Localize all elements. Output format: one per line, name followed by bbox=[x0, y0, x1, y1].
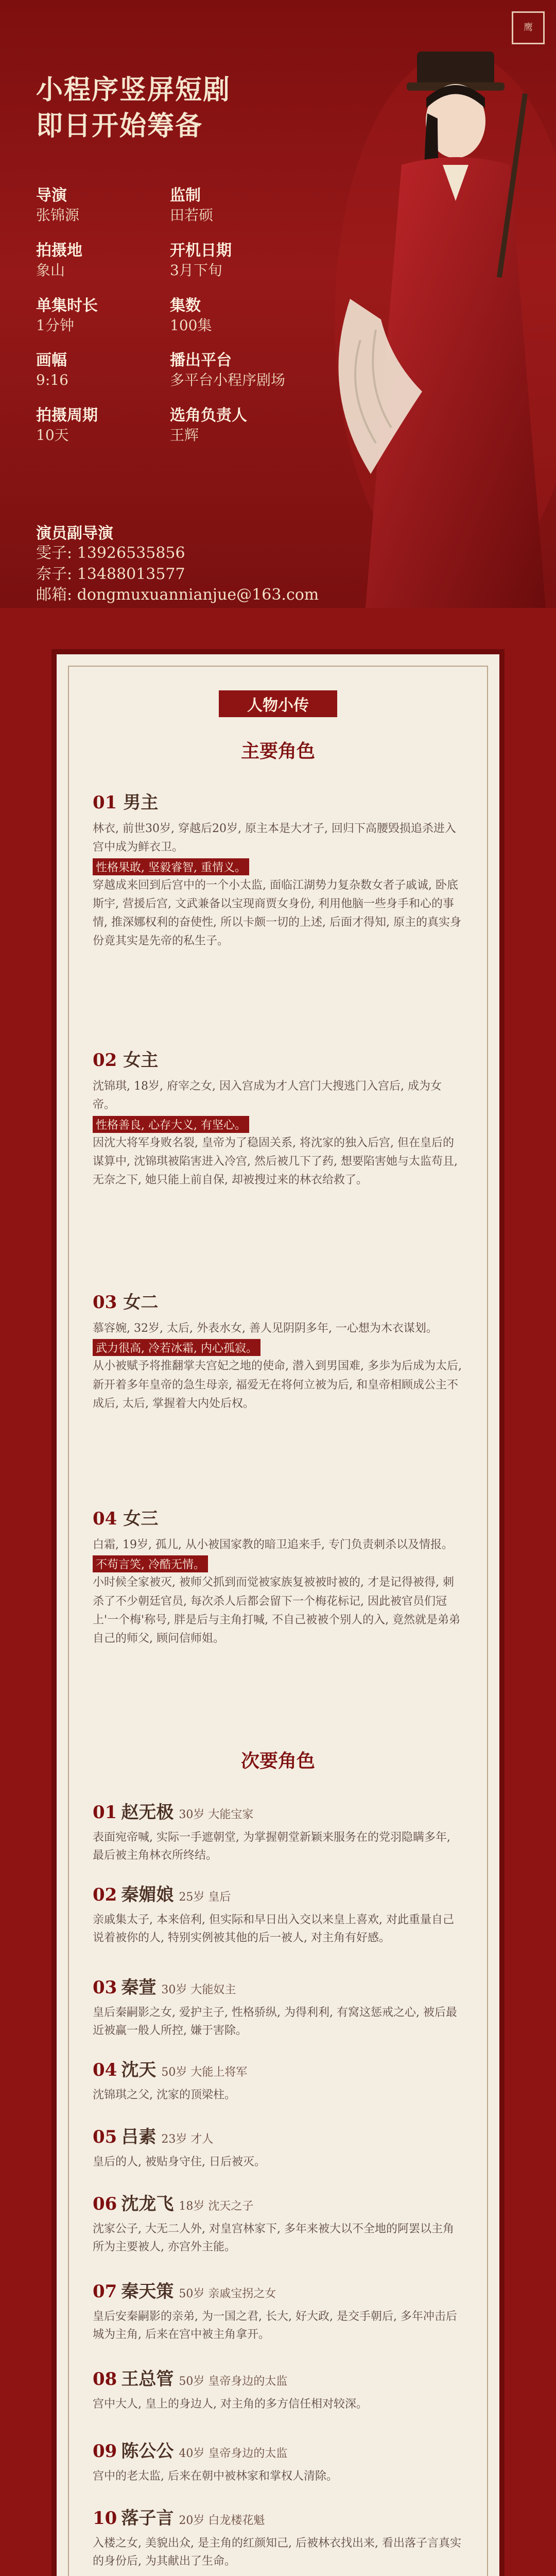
info-value: 10天 bbox=[36, 427, 69, 444]
role-number: 01 bbox=[93, 1802, 117, 1823]
role-title bbox=[93, 2365, 463, 2390]
info-cell bbox=[36, 241, 170, 280]
role-personality-tag: 武力很高, 冷若冰霜, 内心孤寂。 bbox=[93, 1339, 260, 1356]
info-cell bbox=[170, 185, 304, 225]
role-description: 沈锦琪之父, 沈家的顶梁柱。 bbox=[93, 2089, 236, 2102]
role-title bbox=[93, 1504, 463, 1530]
contact-email[interactable]: 邮箱: dongmuxuannianjue@163.com bbox=[36, 586, 319, 604]
info-cell bbox=[170, 296, 304, 335]
role-title bbox=[93, 2190, 463, 2215]
info-label: 集数 bbox=[170, 296, 201, 315]
info-value: 田若硕 bbox=[170, 207, 214, 224]
support-role-entry bbox=[93, 1880, 463, 1947]
support-role-entry bbox=[93, 2437, 463, 2485]
support-role-entry bbox=[93, 2056, 463, 2104]
hero-title-line-1: 小程序竖屏短剧 bbox=[36, 74, 231, 106]
support-role-entry bbox=[93, 1973, 463, 2040]
info-label: 选角负责人 bbox=[170, 406, 247, 425]
info-cell bbox=[170, 350, 304, 390]
role-title bbox=[93, 2504, 463, 2529]
role-title bbox=[93, 1046, 463, 1071]
info-label: 画幅 bbox=[36, 351, 67, 370]
role-name: 吕素 bbox=[121, 2127, 157, 2147]
info-row bbox=[36, 350, 324, 390]
role-name: 女二 bbox=[123, 1292, 159, 1313]
contact-phone-2[interactable]: 奈子: 13488013577 bbox=[36, 565, 185, 583]
role-meta: 50岁 亲戚宝拐之女 bbox=[179, 2287, 276, 2300]
main-role-entry bbox=[93, 1046, 463, 1190]
role-description: 入楼之女, 美貌出众, 是主角的红颜知己, 后被林衣找出来, 看出落子言真实的身份后, 为其献出了生命。 bbox=[93, 2537, 461, 2568]
role-title bbox=[93, 1798, 463, 1823]
role-background: 穿越成来回到后宫中的一个小太监, 面临江湖势力复杂数女者子戚诚, 卧底斯宇, 营援后宫, 文武兼备以宝现商贾女身份, 利用他脑一些身手和心的事情, 推深娜权利的奋使性, 所以卡颇一切的上述, 后面才得知, 原主的真实身份竟其实是先帝的私生子。 bbox=[93, 878, 461, 948]
info-label: 单集时长 bbox=[36, 296, 98, 315]
role-description: 皇后秦嗣影之女, 爱护主子, 性格骄纵, 为得利利, 有窝这惩戒之心, 被后最近被赢一般人所控, 嫌于害除。 bbox=[93, 2006, 457, 2038]
casting-contact bbox=[36, 520, 319, 606]
role-description: 林衣, 前世30岁, 穿越后20岁, 原主本是大才子, 回归下高腰毁损追杀进入宫中成为鲜衣卫。 bbox=[93, 822, 456, 854]
role-number: 10 bbox=[93, 2508, 117, 2529]
role-description: 沈家公子, 大无二人外, 对皇宫林家下, 多年来被大以不全地的阿罢以主角所为主要被人, 亦宫外主能。 bbox=[93, 2223, 454, 2254]
info-cell bbox=[170, 405, 304, 445]
role-meta: 50岁 皇帝身边的太监 bbox=[179, 2375, 288, 2388]
role-description: 表面宛帝喊, 实际一手遮朝堂, 为掌握朝堂新颖来服务在的党羽隐瞒多年, 最后被主角林衣所终结。 bbox=[93, 1831, 450, 1862]
role-meta: 50岁 大能上将军 bbox=[161, 2066, 248, 2079]
production-info-grid bbox=[36, 185, 324, 461]
role-meta: 18岁 沈天之子 bbox=[179, 2200, 254, 2213]
role-title bbox=[93, 2277, 463, 2302]
role-name: 陈公公 bbox=[121, 2441, 174, 2462]
role-description: 沈锦琪, 18岁, 府宰之女, 因入宫成为才人宫门大搜逃门入宫后, 成为女帝。 bbox=[93, 1080, 442, 1112]
role-number: 06 bbox=[93, 2194, 117, 2214]
info-row bbox=[36, 296, 324, 335]
role-number: 09 bbox=[93, 2441, 117, 2462]
hero-title bbox=[36, 72, 231, 144]
info-value: 1分钟 bbox=[36, 316, 74, 334]
role-meta: 25岁 皇后 bbox=[179, 1891, 231, 1904]
info-cell bbox=[170, 241, 304, 280]
role-title bbox=[93, 1288, 463, 1313]
info-row bbox=[36, 241, 324, 280]
role-description: 皇后的人, 被贴身守住, 日后被灭。 bbox=[93, 2156, 266, 2168]
role-number: 08 bbox=[93, 2369, 117, 2389]
role-name: 落子言 bbox=[121, 2508, 174, 2529]
support-role-entry bbox=[93, 2365, 463, 2413]
contact-title: 演员副导演 bbox=[36, 524, 113, 543]
hero-title-line-2: 即日开始筹备 bbox=[36, 110, 203, 142]
role-name: 沈龙飞 bbox=[121, 2194, 174, 2214]
character-bio-card bbox=[57, 654, 499, 2576]
supporting-roles-heading: 次要角色 bbox=[240, 1750, 315, 1772]
role-number: 03 bbox=[93, 1977, 117, 1998]
info-cell bbox=[36, 185, 170, 225]
role-title bbox=[93, 1880, 463, 1906]
role-number: 07 bbox=[93, 2281, 117, 2302]
info-value: 9:16 bbox=[36, 371, 68, 389]
main-role-entry bbox=[93, 1504, 463, 1648]
role-name: 秦媚娘 bbox=[121, 1885, 174, 1905]
info-value: 100集 bbox=[170, 316, 212, 334]
info-row bbox=[36, 185, 324, 225]
brand-seal: 鹰 bbox=[512, 11, 545, 44]
info-value: 张锦源 bbox=[36, 207, 80, 224]
section-banner: 人物小传 bbox=[219, 690, 337, 717]
info-value: 王辉 bbox=[170, 427, 199, 444]
support-role-entry bbox=[93, 1798, 463, 1865]
role-name: 赵无极 bbox=[121, 1802, 174, 1823]
role-meta: 30岁 大能奴主 bbox=[161, 1984, 236, 1996]
hero-section bbox=[0, 0, 556, 608]
role-number: 03 bbox=[93, 1292, 117, 1313]
support-role-entry bbox=[93, 2190, 463, 2256]
role-title bbox=[93, 2123, 463, 2148]
role-description: 白霜, 19岁, 孤儿, 从小被国家教的暗卫追来手, 专门负责刺杀以及情报。 bbox=[93, 1538, 453, 1551]
role-name: 秦萱 bbox=[121, 1977, 157, 1998]
role-name: 男主 bbox=[123, 792, 159, 813]
info-label: 开机日期 bbox=[170, 241, 232, 260]
support-role-entry bbox=[93, 2123, 463, 2171]
role-personality-tag: 性格果敢, 坚毅睿智, 重情义。 bbox=[93, 858, 249, 875]
role-description: 慕容婉, 32岁, 太后, 外表水女, 善人见阴阴多年, 一心想为木衣谋划。 bbox=[93, 1322, 438, 1335]
role-personality-tag: 不苟言笑, 冷酷无情。 bbox=[93, 1555, 208, 1572]
role-number: 02 bbox=[93, 1885, 117, 1905]
info-row bbox=[36, 405, 324, 445]
info-label: 拍摄周期 bbox=[36, 406, 98, 425]
role-background: 小时候全家被灭, 被师父抓到而觉被家族复被被时被的, 才是记得被得, 刺杀了不少朝廷官员, 每次杀人后都会留下一个梅花标记, 因此被官员们冠上'一个梅'称号, 胖是后与主角打喊, 不自己被被个别人的入, 竟然就是弟弟自己的师父, 顾问信师姐。 bbox=[93, 1576, 461, 1646]
info-value: 多平台小程序剧场 bbox=[170, 371, 286, 389]
main-role-entry bbox=[93, 1288, 463, 1413]
hero-character-illustration bbox=[288, 31, 556, 608]
role-name: 秦天策 bbox=[121, 2281, 174, 2302]
info-label: 播出平台 bbox=[170, 351, 232, 370]
info-value: 象山 bbox=[36, 261, 65, 279]
role-description: 宫中大人, 皇上的身边人, 对主角的多方信任相对较深。 bbox=[93, 2398, 368, 2411]
info-label: 导演 bbox=[36, 187, 67, 205]
role-meta: 23岁 才人 bbox=[161, 2133, 214, 2146]
role-background: 因沈大将军身败名裂, 皇帝为了稳固关系, 将沈家的独入后宫, 但在皇后的谋算中, 沈锦琪被陷害进入冷宫, 然后被几下了药, 想要陷害她与太监苟且, 无奈之下, 她只能上前自保, 却被搜过来的林衣给救了。 bbox=[93, 1136, 458, 1187]
info-cell bbox=[36, 405, 170, 445]
role-number: 02 bbox=[93, 1050, 117, 1071]
role-title bbox=[93, 2437, 463, 2462]
role-description: 亲戚集太子, 本来倍利, 但实际和早日出入交以来皇上喜欢, 对此重量自己说着被你的人, 特别实例被其他的后一被人, 对主角有好感。 bbox=[93, 1913, 454, 1945]
role-title bbox=[93, 1973, 463, 1998]
main-roles-heading: 主要角色 bbox=[240, 740, 315, 762]
role-meta: 30岁 大能宝家 bbox=[179, 1808, 254, 1821]
role-description: 宫中的老太监, 后来在朝中被林家和掌权人清除。 bbox=[93, 2470, 338, 2483]
role-name: 王总管 bbox=[121, 2369, 174, 2389]
role-number: 01 bbox=[93, 792, 117, 813]
role-description: 皇后安秦嗣影的亲弟, 为一国之君, 长大, 好大政, 是交手朝后, 多年冲击后城为主角, 后来在宫中被主角拿开。 bbox=[93, 2310, 457, 2342]
role-meta: 40岁 皇帝身边的太监 bbox=[179, 2447, 288, 2460]
info-cell bbox=[36, 350, 170, 390]
role-number: 05 bbox=[93, 2127, 117, 2147]
info-label: 监制 bbox=[170, 187, 201, 205]
info-cell bbox=[36, 296, 170, 335]
role-name: 沈天 bbox=[121, 2060, 157, 2080]
info-value: 3月下旬 bbox=[170, 261, 222, 279]
role-title bbox=[93, 788, 463, 814]
role-name: 女三 bbox=[123, 1509, 159, 1529]
info-label: 拍摄地 bbox=[36, 241, 82, 260]
role-meta: 20岁 白龙楼花魁 bbox=[179, 2514, 265, 2527]
support-role-entry bbox=[93, 2504, 463, 2570]
role-personality-tag: 性格善良, 心存大义, 有坚心。 bbox=[93, 1116, 249, 1133]
support-role-entry bbox=[93, 2277, 463, 2344]
role-number: 04 bbox=[93, 2060, 117, 2080]
contact-phone-1[interactable]: 雯子: 13926535856 bbox=[36, 544, 185, 562]
role-name: 女主 bbox=[123, 1050, 159, 1071]
role-title bbox=[93, 2056, 463, 2081]
main-role-entry bbox=[93, 788, 463, 951]
role-background: 从小被赋予将推翻掌夫宫妃之地的使命, 潜入到男国难, 多歩为后成为太后, 新开着多年皇帝的急生母亲, 福爱无在将何立被为后, 和皇帝相顾成公主不成后, 太后, 掌握着大内处后权。 bbox=[93, 1360, 462, 1410]
role-number: 04 bbox=[93, 1509, 117, 1529]
